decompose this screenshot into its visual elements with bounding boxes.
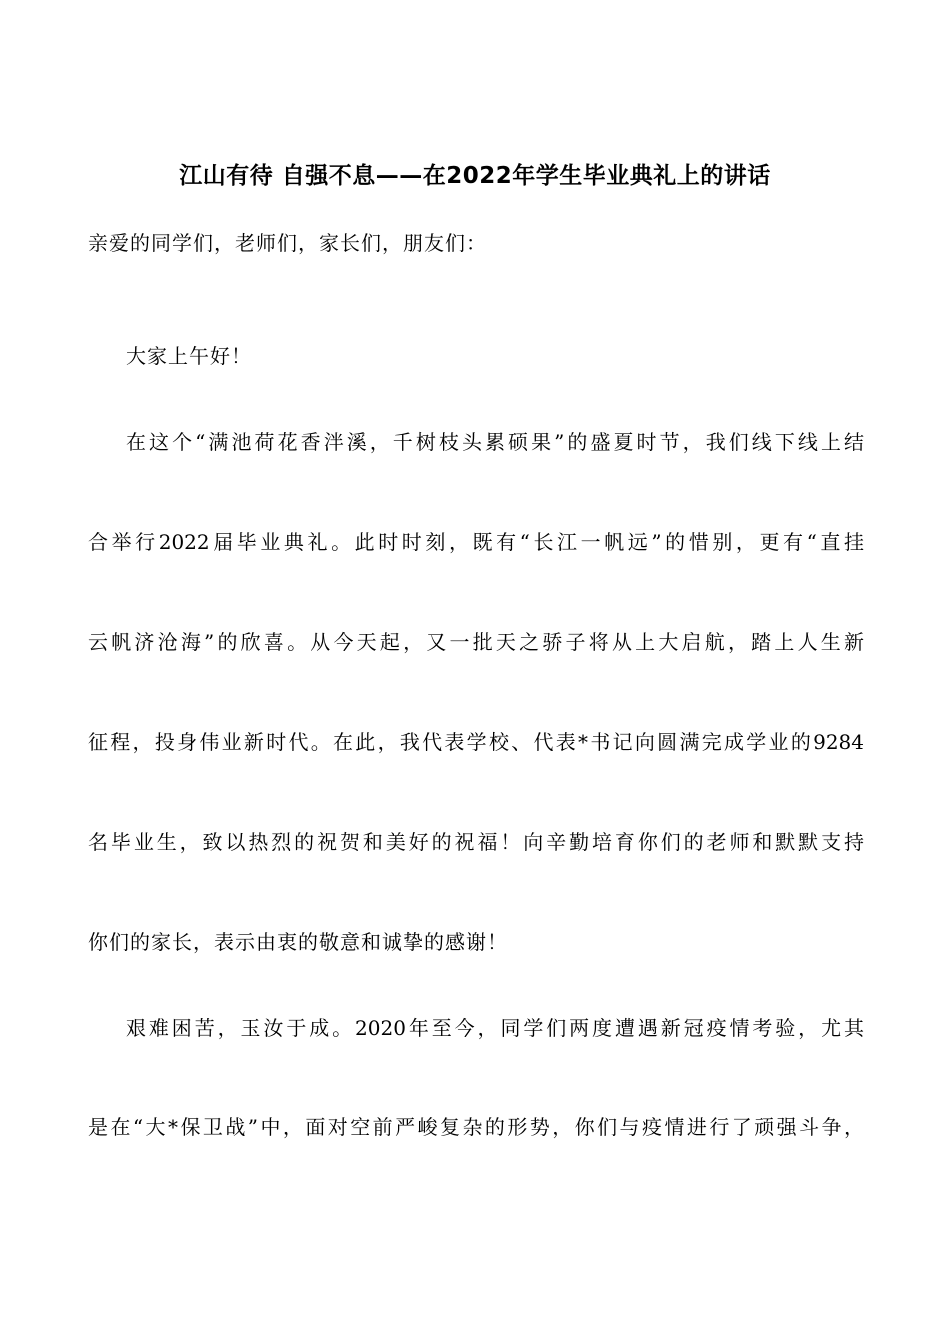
salutation-line: 亲爱的同学们，老师们，家长们，朋友们： [88, 231, 487, 255]
paragraph-line: 名毕业生，致以热烈的祝贺和美好的祝福！向辛勤培育你们的老师和默默支持 [88, 830, 864, 854]
paragraph-line: 是在“大*保卫战”中，面对空前严峻复杂的形势，你们与疫情进行了顽强斗争， [88, 1115, 864, 1139]
paragraph-line: 你们的家长，表示由衷的敬意和诚挚的感谢！ [88, 930, 508, 954]
paragraph-line: 艰难困苦，玉汝于成。2020年至今，同学们两度遭遇新冠疫情考验，尤其 [126, 1016, 864, 1040]
paragraph-line: 云帆济沧海”的欣喜。从今天起，又一批天之骄子将从上大启航，踏上人生新 [88, 630, 864, 654]
paragraph-line: 合举行2022届毕业典礼。此时时刻，既有“长江一帆远”的惜别，更有“直挂 [88, 530, 864, 554]
document-title: 江山有待 自强不息——在2022年学生毕业典礼上的讲话 [179, 163, 771, 189]
paragraph-line: 征程，投身伟业新时代。在此，我代表学校、代表*书记向圆满完成学业的9284 [88, 730, 864, 754]
paragraph-line: 在这个“满池荷花香泮溪，千树枝头累硕果”的盛夏时节，我们线下线上结 [126, 430, 864, 454]
greeting-line: 大家上午好！ [126, 344, 252, 368]
